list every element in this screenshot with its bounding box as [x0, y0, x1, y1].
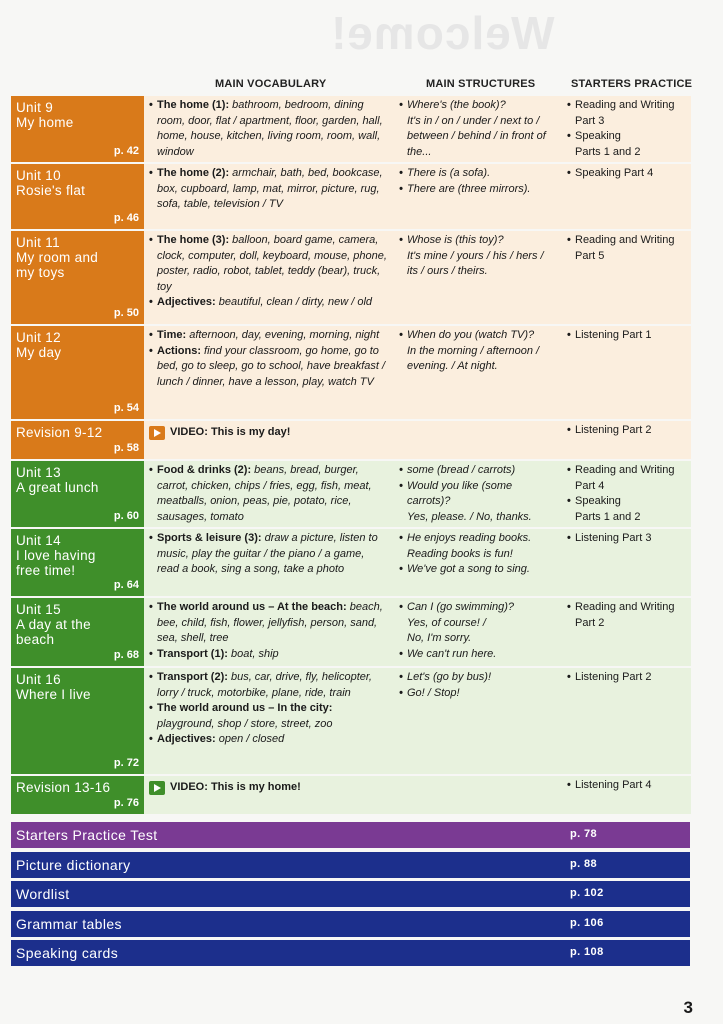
bar-label: Grammar tables [16, 916, 122, 932]
unit-row[interactable] [11, 775, 691, 815]
vocabulary-words: find your classroom, go home, go to bed, go to sleep, go to school, have breakfast / lunch / dinner, have a lesson, play, watch TV [157, 344, 386, 388]
unit-cell[interactable] [11, 775, 144, 815]
starters-item: • Listening Part 2 [567, 423, 686, 439]
unit-cell[interactable] [11, 230, 144, 325]
unit-page: p. 46 [113, 211, 139, 224]
starters-item: • Reading and Writing Part 3 [567, 98, 686, 129]
starters-list [567, 531, 686, 547]
unit-cell[interactable] [11, 460, 144, 528]
starters-cell [562, 163, 691, 230]
vocabulary-item [149, 98, 389, 160]
structures-cell [394, 775, 562, 815]
vocabulary-item [149, 732, 389, 748]
unit-cell[interactable] [11, 163, 144, 230]
structures-list [399, 233, 557, 280]
background-title-watermark: Welcome! [330, 7, 555, 59]
starters-list [567, 328, 686, 344]
structures-list [399, 166, 557, 197]
unit-title: Unit 9 My home [16, 100, 74, 130]
vocabulary-topic: The home (2): [157, 167, 230, 179]
bar-wordlist[interactable] [11, 881, 690, 907]
vocabulary-words: draw a picture, listen to music, play the guitar / the piano / a game, read a book, sing a song, take a photo [157, 532, 378, 575]
bar-page: p. 102 [570, 887, 604, 899]
unit-row[interactable] [11, 96, 691, 163]
starters-cell [562, 667, 691, 775]
unit-cell[interactable] [11, 667, 144, 775]
unit-title: Unit 13 A great lunch [16, 465, 99, 495]
unit-cell[interactable] [11, 420, 144, 460]
header-main-vocabulary: MAIN VOCABULARY [215, 78, 327, 90]
vocabulary-cell [144, 460, 394, 528]
unit-row[interactable] [11, 163, 691, 230]
bar-page: p. 106 [570, 917, 604, 929]
unit-row[interactable] [11, 420, 691, 460]
unit-page: p. 42 [113, 144, 139, 157]
vocabulary-cell [144, 775, 394, 815]
structures-cell [394, 667, 562, 775]
unit-page: p. 76 [113, 796, 139, 809]
structure-item: • Can I (go swimming)? Yes, of course! / No, I'm sorry. [399, 600, 557, 647]
structure-item: • Whose is (this toy)? It's mine / yours / his / hers / its / ours / theirs. [399, 233, 557, 280]
unit-title: Revision 9-12 [16, 425, 103, 440]
vocabulary-item [149, 531, 389, 578]
vocabulary-list [149, 166, 389, 213]
vocabulary-topic: Transport (1): [157, 647, 228, 660]
vocabulary-cell [144, 597, 394, 667]
vocabulary-topic: The home (1): [157, 99, 230, 111]
vocabulary-words: playground, shop / store, street, zoo [157, 717, 333, 730]
structures-list [399, 670, 557, 701]
vocabulary-topic: Adjectives: [157, 296, 216, 308]
structures-cell [394, 163, 562, 230]
starters-list [567, 233, 686, 264]
starters-list [567, 600, 686, 631]
starters-list [567, 98, 686, 160]
header-starters-practice: STARTERS PRACTICE [571, 78, 693, 90]
vocabulary-item [149, 701, 389, 732]
starters-item: • Reading and Writing Part 5 [567, 233, 686, 264]
starters-list [567, 778, 686, 794]
vocabulary-topic: Actions: [157, 344, 201, 357]
starters-item: • Reading and Writing Part 2 [567, 600, 686, 631]
bar-label: Speaking cards [16, 945, 119, 961]
vocabulary-topic: Transport (2): [157, 671, 228, 683]
bar-page: p. 88 [570, 858, 598, 870]
video-link[interactable] [149, 780, 389, 796]
structure-item: • There is (a sofa). [399, 166, 557, 182]
vocabulary-list [149, 233, 389, 311]
vocabulary-cell [144, 325, 394, 420]
unit-page: p. 68 [113, 648, 139, 661]
structures-cell [394, 230, 562, 325]
vocabulary-topic: The world around us – In the city: [157, 702, 333, 714]
play-icon[interactable] [149, 426, 165, 440]
header-main-structures: MAIN STRUCTURES [426, 78, 536, 90]
structure-item: • We can't run here. [399, 647, 557, 663]
starters-item: • Listening Part 4 [567, 778, 686, 794]
bar-label: Starters Practice Test [16, 827, 158, 843]
unit-title: Unit 10 Rosie's flat [16, 168, 86, 198]
starters-cell [562, 96, 691, 163]
vocabulary-words: boat, ship [227, 647, 279, 660]
vocabulary-list [149, 600, 389, 662]
vocabulary-list [149, 98, 389, 160]
starters-list [567, 166, 686, 182]
vocabulary-item [149, 166, 389, 213]
unit-cell[interactable] [11, 597, 144, 667]
unit-title: Unit 12 My day [16, 330, 62, 360]
unit-title: Unit 11 My room and my toys [16, 235, 99, 280]
starters-item: • Reading and Writing Part 4 [567, 463, 686, 494]
vocabulary-item [149, 647, 389, 663]
vocabulary-list [149, 328, 389, 390]
bar-label: Wordlist [16, 886, 70, 902]
structures-list [399, 98, 557, 160]
unit-page: p. 60 [113, 509, 139, 522]
vocabulary-words: afternoon, day, evening, morning, night [186, 329, 380, 341]
vocabulary-cell [144, 163, 394, 230]
starters-item: • Speaking Part 4 [567, 166, 686, 182]
unit-title: Revision 13-16 [16, 780, 111, 795]
unit-page: p. 64 [113, 578, 139, 591]
vocabulary-words: beans, bread, burger, carrot, chicken, chips / fries, egg, fish, meat, meatballs, onion, peas, pie, potato, rice, sausages, tomato [157, 464, 372, 523]
structure-item: • some (bread / carrots) [399, 463, 557, 479]
starters-list [567, 670, 686, 686]
structure-item: • Let's (go by bus)! [399, 670, 557, 686]
structures-cell [394, 597, 562, 667]
vocabulary-item [149, 463, 389, 525]
unit-page: p. 54 [113, 401, 139, 414]
structure-item: • Would you like (some carrots)? Yes, please. / No, thanks. [399, 479, 557, 526]
unit-cell[interactable] [11, 325, 144, 420]
vocabulary-words: balloon, board game, camera, clock, computer, doll, keyboard, mouse, phone, poster, radio, robot, tablet, teddy (bear), truck, toy [157, 234, 387, 293]
vocabulary-cell [144, 230, 394, 325]
unit-title: Unit 14 I love having free time! [16, 533, 96, 578]
bar-starters-practice-test[interactable] [11, 822, 690, 848]
structures-list [399, 531, 557, 578]
vocabulary-item [149, 670, 389, 701]
vocabulary-cell [144, 420, 394, 460]
starters-cell [562, 597, 691, 667]
vocabulary-words: open / closed [215, 733, 285, 745]
structures-list [399, 463, 557, 525]
vocabulary-list [149, 670, 389, 748]
video-label: VIDEO: This is my day! [170, 426, 291, 438]
structures-list [399, 600, 557, 662]
starters-cell [562, 325, 691, 420]
contents-table [11, 96, 691, 816]
vocabulary-topic: Adjectives: [157, 733, 216, 745]
vocabulary-item [149, 344, 389, 391]
starters-cell [562, 460, 691, 528]
unit-row[interactable] [11, 325, 691, 420]
bar-speaking-cards[interactable] [11, 940, 690, 966]
unit-row[interactable] [11, 597, 691, 667]
starters-item: • Listening Part 2 [567, 670, 686, 686]
vocabulary-words: beach, bee, child, fish, flower, jellyfish, person, sand, sea, shell, tree [157, 601, 383, 644]
vocabulary-item [149, 233, 389, 295]
vocabulary-words: bus, car, drive, fly, helicopter, lorry / truck, motorbike, plane, ride, train [157, 671, 372, 699]
starters-cell [562, 420, 691, 460]
play-icon[interactable] [149, 781, 165, 795]
structure-item: • When do you (watch TV)? In the morning / afternoon / evening. / At night. [399, 328, 557, 375]
structures-list [399, 328, 557, 375]
unit-page: p. 58 [113, 441, 139, 454]
starters-item: • Listening Part 1 [567, 328, 686, 344]
structures-cell [394, 420, 562, 460]
unit-page: p. 50 [113, 306, 139, 319]
unit-page: p. 72 [113, 756, 139, 769]
vocabulary-item [149, 295, 389, 311]
starters-item: • Speaking Parts 1 and 2 [567, 494, 686, 525]
structures-cell [394, 96, 562, 163]
structure-item: • He enjoys reading books. Reading books is fun! [399, 531, 557, 562]
vocabulary-list [149, 531, 389, 578]
unit-cell[interactable] [11, 528, 144, 597]
video-link[interactable] [149, 425, 389, 441]
vocabulary-words: armchair, bath, bed, bookcase, box, cupboard, lamp, mat, mirror, picture, rug, sofa, table, television / TV [157, 167, 383, 210]
vocabulary-words: beautiful, clean / dirty, new / old [215, 296, 373, 308]
structure-item: • There are (three mirrors). [399, 182, 557, 198]
vocabulary-cell [144, 667, 394, 775]
unit-row[interactable] [11, 667, 691, 775]
vocabulary-topic: Time: [157, 329, 187, 341]
structures-cell [394, 460, 562, 528]
structure-item: • We've got a song to sing. [399, 562, 557, 578]
vocabulary-topic: Sports & leisure (3): [157, 532, 262, 544]
unit-row[interactable] [11, 528, 691, 597]
unit-cell[interactable] [11, 96, 144, 163]
starters-cell [562, 528, 691, 597]
vocabulary-cell [144, 96, 394, 163]
vocabulary-item [149, 328, 389, 344]
structure-item: • Go! / Stop! [399, 686, 557, 702]
vocabulary-list [149, 463, 389, 525]
unit-title: Unit 15 A day at the beach [16, 602, 91, 647]
bar-grammar-tables[interactable] [11, 911, 690, 937]
starters-list [567, 423, 686, 439]
unit-row[interactable] [11, 460, 691, 528]
bar-page: p. 108 [570, 946, 604, 958]
structures-cell [394, 528, 562, 597]
vocabulary-item [149, 600, 389, 647]
structures-cell [394, 325, 562, 420]
unit-row[interactable] [11, 230, 691, 325]
vocabulary-topic: The world around us – At the beach: [157, 601, 347, 613]
starters-item: • Speaking Parts 1 and 2 [567, 129, 686, 160]
page-number: 3 [683, 998, 693, 1017]
vocabulary-cell [144, 528, 394, 597]
bar-label: Picture dictionary [16, 857, 131, 873]
unit-title: Unit 16 Where I live [16, 672, 91, 702]
vocabulary-topic: The home (3): [157, 234, 230, 246]
bar-picture-dictionary[interactable] [11, 852, 690, 878]
starters-list [567, 463, 686, 525]
starters-cell [562, 775, 691, 815]
video-label: VIDEO: This is my home! [170, 781, 301, 793]
starters-cell [562, 230, 691, 325]
structure-item: • Where's (the book)? It's in / on / under / next to / between / behind / in front of the... [399, 98, 557, 160]
vocabulary-topic: Food & drinks (2): [157, 464, 252, 476]
vocabulary-words: bathroom, bedroom, dining room, door, flat / apartment, floor, garden, hall, home, house, kitchen, living room, room, wall, window [157, 99, 383, 158]
bar-page: p. 78 [570, 828, 598, 840]
starters-item: • Listening Part 3 [567, 531, 686, 547]
